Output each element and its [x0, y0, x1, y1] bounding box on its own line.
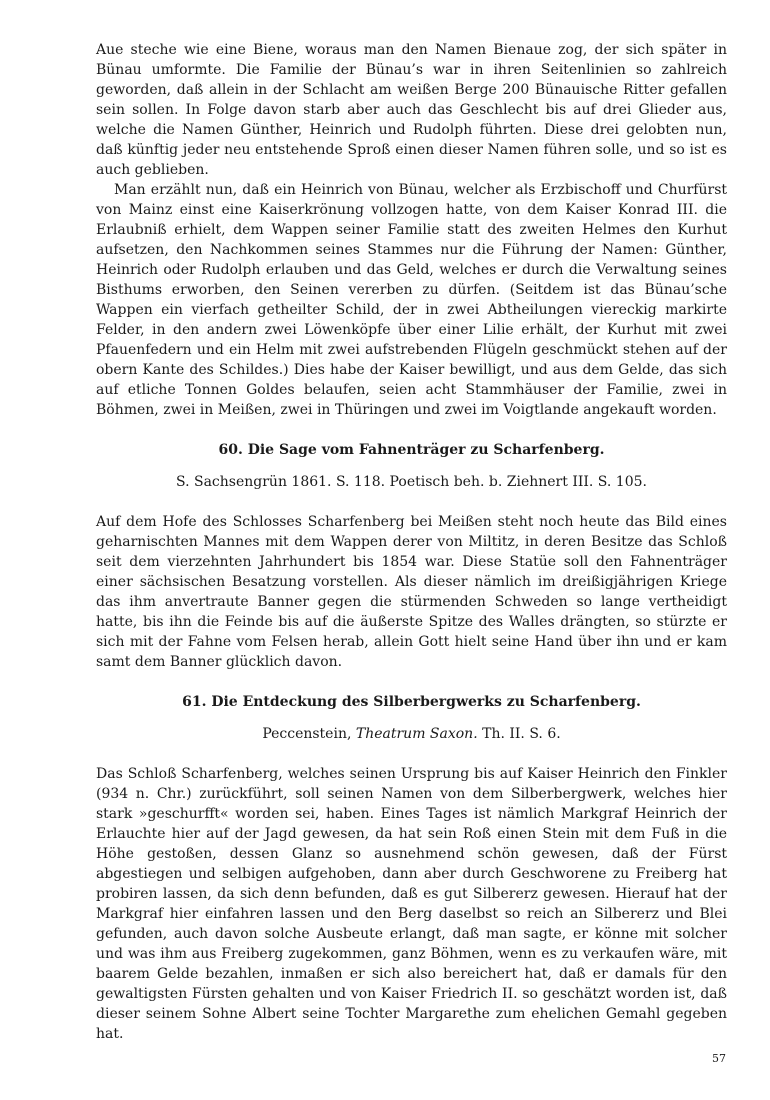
- section-61-source: [96, 724, 727, 744]
- section-60-heading: 60. Die Sage vom Fahnenträger zu Scharfenberg.: [218, 442, 605, 458]
- section-61-heading: 61. Die Entdeckung des Silberbergwerks zu Scharfenberg.: [182, 694, 641, 710]
- section-60-body: Auf dem Hofe des Schlosses Scharfenberg bei Meißen steht noch heute das Bild eines geharnischten Mannes mit dem Wappen derer von Miltitz, in deren Besitze das Schloß seit dem vierzehnten Jahrhundert bis 1854 war. Diese Statüe soll den Fahnenträger einer sächsischen Besatzung vorstellen. Als dieser nämlich im dreißigjährigen Kriege das ihm anvertraute Banner gegen die stürmenden Schweden so lange vertheidigt hatte, bis ihn die Feinde bis auf die äußerste Spitze des Walles drängten, so stürzte er sich mit der Fahne vom Felsen herab, allein Gott hielt seine Hand über ihn und er kam samt dem Banner glücklich davon.: [96, 514, 727, 670]
- paragraph-continuation: Aue steche wie eine Biene, woraus man den Namen Bienaue zog, der sich später in Bünau umformte. Die Familie der Bünau’s war in ihren Seitenlinien so zahlreich geworden, daß allein in der Schlacht am weißen Berge 200 Bünauische Ritter gefallen sein sollen. In Folge davon starb aber auch das Geschlecht bis auf drei Glieder aus, welche die Namen Günther, Heinrich und Rudolph führten. Diese drei gelobten nun, daß künftig jeder neu entstehende Sproß einen dieser Namen führen solle, und so ist es auch geblieben.: [96, 42, 727, 178]
- source-work-title: Theatrum Saxon.: [355, 726, 478, 742]
- section-61-body: Das Schloß Scharfenberg, welches seinen Ursprung bis auf Kaiser Heinrich den Finkler (934 n. Chr.) zurückführt, soll seinen Namen von dem Silberbergwerk, welches hier stark »geschurfft« worden sei, haben. Eines Tages ist nämlich Markgraf Heinrich der Erlauchte hier auf der Jagd gewesen, da hat sein Roß einen Stein mit dem Fuß in die Höhe gestoßen, dessen Glanz so ausnehmend schön gewesen, daß der Fürst abgestiegen und selbigen aufgehoben, dann aber durch Geschworene zu Freiberg hat probiren lassen, da sich denn befunden, daß es gut Silbererz gewesen. Hierauf hat der Markgraf hier einfahren lassen und den Berg daselbst so reich an Silbererz und Blei gefunden, auch davon solche Ausbeute erlangt, daß man sagte, er könne mit solcher und was ihm aus Freiberg zugekommen, ganz Böhmen, wenn es zu verkaufen wäre, mit baarem Gelde bezahlen, inmaßen er sich also bereichert hat, daß er damals für den gewaltigsten Fürsten gehalten und von Kaiser Friedrich II. so geschätzt worden ist, daß dieser seinem Sohne Albert seine Tochter Margarethe zum ehelichen Gemahl gegeben hat.: [96, 766, 727, 1042]
- paragraph-bunau-coat-of-arms: Man erzählt nun, daß ein Heinrich von Bünau, welcher als Erzbischoff und Churfürst von Mainz einst eine Kaiserkrönung vollzogen hatte, von dem Kaiser Konrad III. die Erlaubniß erhielt, dem Wappen seiner Familie statt des zweiten Helmes den Kurhut aufsetzen, den Nachkommen seines Stammes nur die Führung der Namen: Günther, Heinrich oder Rudolph erlauben und das Geld, welches er durch die Verwaltung seines Bisthums erworben, den Seinen vererben zu dürfen. (Seitdem ist das Bünau’sche Wappen ein vierfach getheilter Schild, der in zwei Abtheilungen viereckig markirte Felder, in den andern zwei Löwenköpfe über einer Lilie erhält, der Kurhut mit zwei Pfauenfedern und ein Helm mit zwei aufstrebenden Flügeln geschmückt stehen auf der obern Kante des Schildes.) Dies habe der Kaiser bewilligt, und aus dem Gelde, das sich auf etliche Tonnen Goldes belaufen, seien acht Stammhäuser der Familie, zwei in Böhmen, zwei in Meißen, zwei in Thüringen und zwei im Voigtlande angekauft worden.: [96, 182, 727, 418]
- source-author: Peccenstein,: [262, 726, 352, 742]
- page-number: 57: [712, 1052, 726, 1065]
- page-content: [96, 40, 727, 1044]
- section-60-source: S. Sachsengrün 1861. S. 118. Poetisch beh. b. Ziehnert III. S. 105.: [176, 474, 647, 490]
- source-reference: Th. II. S. 6.: [482, 726, 561, 742]
